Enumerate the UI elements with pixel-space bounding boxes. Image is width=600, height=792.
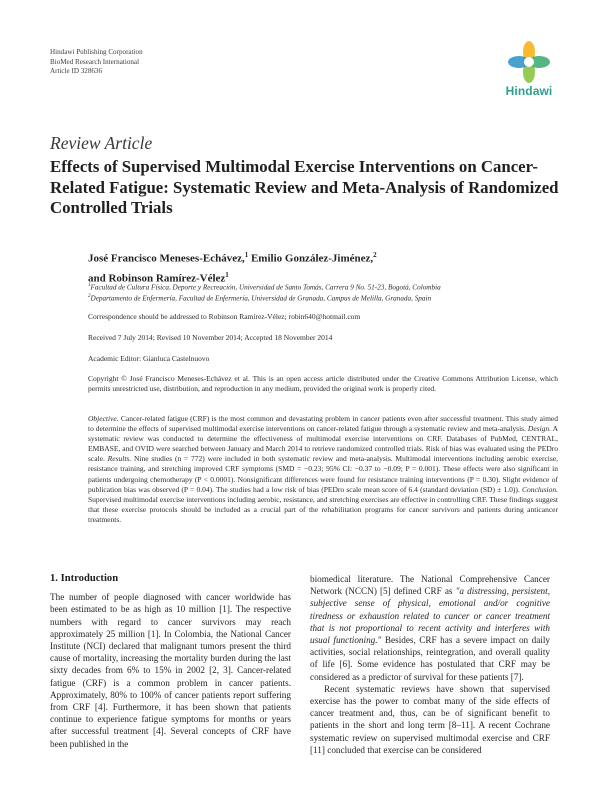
journal-name: BioMed Research International [50, 57, 140, 66]
intro-paragraph-3: Recent systematic reviews have shown that supervised exercise has the power to combat many of the side effects of cancer treatment and, thus, can be of significant benefit to patients in the short and long term [8–11]. A recent Cochrane systematic review on supervised multimodal exercise and CRF [11] concluded that exercise can be considered [310, 683, 550, 755]
intro-paragraph-2-start: biomedical literature. The National Comprehensive Cancer Network (NCCN) [5] defined CRF as [310, 574, 550, 597]
abstract-design-label: Design. [527, 424, 552, 434]
abstract-objective-label: Objective. [88, 414, 119, 423]
hindawi-logo-text: Hindawi [505, 84, 553, 98]
affiliation-1 [88, 281, 558, 292]
author-1: José Francisco Meneses-Echávez, [88, 252, 245, 265]
abstract-conclusion-label: Conclusion. [521, 484, 558, 494]
author-1-affiliation: 1 [244, 251, 249, 259]
author-2: Emilio González-Jiménez, [248, 252, 374, 265]
nccn-definition-quote: "a distressing, persistent, subjective sense of physical, emotional and/or cognitive tiredness or exhaustion related to cancer or cancer treatment that is not proportional to recent activity and interferes with usual functioning." [310, 586, 550, 646]
affiliation-2-number: 2 [88, 294, 91, 299]
section-heading-introduction: 1. Introduction [50, 573, 119, 584]
intro-paragraph-1: The number of people diagnosed with cancer worldwide has been estimated to be as high as 10 million [1]. The respective numbers with regard to cancer survivors may reach approximately 25 million [1]. In Colombia, the National Cancer Institute (NCI) declared that malignant tumors present the third cause of mortality, increasing the mortality burden during the last sixty decades from 6% to 15% in 2002 [2, 3]. Cancer-related fatigue (CRF) is a common problem in cancer patients. Approximately, 80% to 100% of cancer patients report suffering from CRF [4]. Furthermore, it has been shown that patients continue to experience fatigue symptoms for months or years after successful treatment [4]. Several concepts of CRF have been published in the [50, 592, 291, 749]
author-2-affiliation: 2 [373, 251, 377, 259]
author-3: and Robinson Ramírez-Vélez [88, 272, 226, 285]
left-column [50, 573, 291, 750]
author-3-affiliation: 1 [225, 270, 229, 279]
copyright-notice: Copyright © José Francisco Meneses-Echávez et al. This is an open access article distributed under the Creative Commons Attribution License, which permits unrestricted use, distribution, and reproduction in any medium, provided the original work is properly cited. [88, 374, 558, 394]
article-type: Review Article [50, 133, 153, 153]
abstract-design: A systematic review was conducted to determine the effectiveness of multimodal exercise interventions on CRF. Databases of PubMed, CENTRAL, EMBASE, and OVID were searched between January and March 2014 to retrieve randomized controlled trials. Risk of bias was evaluated using the PEDro scale. [88, 424, 558, 464]
affiliation-1-number: 1 [88, 283, 91, 288]
academic-editor: Academic Editor: Gianluca Castelnuovo [88, 354, 210, 363]
abstract-objective: Cancer-related fatigue (CRF) is the most common and devastating problem in cancer patients even after successful treatment. This study aimed to determine the effects of supervised multimodal exercise interventions on cancer-related fatigue through a systematic review and meta-analysis. [88, 414, 558, 434]
intro-paragraph-2-end: Besides, CRF has a severe impact on daily activities, social relationships, reintegration, and overall quality of life [6]. Some evidence has postulated that CRF may be considered as a predictor of survival for these patients [7]. [310, 635, 550, 682]
article-title: Effects of Supervised Multimodal Exercise Interventions on Cancer-Related Fatigue: Systematic Review and Meta-Analysis of Randomized Controlled Trials [50, 157, 559, 218]
abstract-conclusion: Supervised multimodal exercise interventions including aerobic, resistance, and stretching exercises are effective in controlling CRF. These findings suggest that these exercise protocols should be included as a crucial part of the rehabilitation programs for cancer survivors and patients during anticancer treatments. [88, 494, 558, 524]
hindawi-logo [501, 40, 557, 98]
affiliation-2-text: Departamento de Enfermería, Facultad de Enfermería, Universidad de Granada, Campus de Melilla, Granada, Spain [90, 294, 432, 303]
article-id: Article ID 328636 [50, 67, 103, 76]
affiliation-2 [88, 292, 558, 303]
publisher-name: Hindawi Publishing Corporation [50, 48, 143, 56]
abstract-results-label: Results. [107, 454, 132, 464]
intro-paragraph-2 [310, 573, 550, 683]
right-column [310, 573, 550, 756]
correspondence: Correspondence should be addressed to Robinson Ramírez-Vélez; robin640@hotmail.com [88, 312, 361, 321]
publisher-info [50, 48, 143, 77]
hindawi-logo-icon [507, 40, 551, 84]
article-dates: Received 7 July 2014; Revised 10 November 2014; Accepted 18 November 2014 [88, 333, 333, 342]
affiliation-1-text: Facultad de Cultura Física, Deporte y Recreación, Universidad de Santo Tomás, Carrera 9 No. 51-23, Bogotá, Colombia [90, 283, 441, 292]
abstract-results: Nine studies (n = 772) were included in both systematic review and meta-analysis. Multimodal interventions including aerobic exercise, resistance training, and stretching improved CRF symptoms (SMD = −0.23; 95% CI: −0.37 to −0.09; P = 0.001). These effects were also significant in patients undergoing chemotherapy (P < 0.0001). Nonsignificant differences were found for resistance training interventions (P = 0.30). Slight evidence of publication bias was observed (P = 0.04). The studies had a low risk of bias (PEDro scale mean score of 6.4 (standard deviation (SD) ± 1.0)). [88, 454, 558, 494]
abstract [88, 414, 558, 525]
